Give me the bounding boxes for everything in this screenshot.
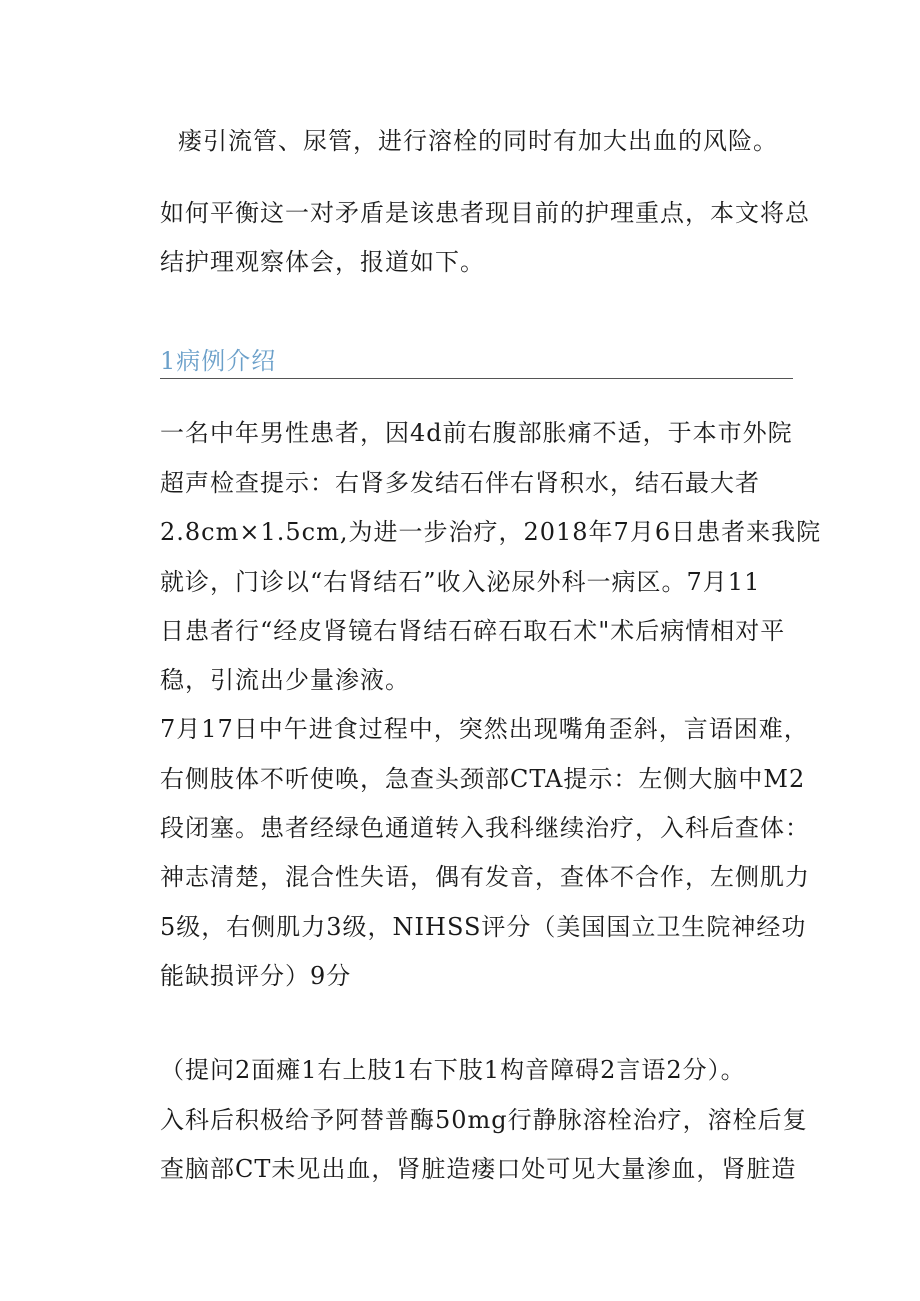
intro-line-2: 如何平衡这一对矛盾是该患者现目前的护理重点，本文将总 — [160, 199, 810, 227]
case-line-6: 稳，引流出少量渗液。 — [160, 666, 410, 694]
case-line-4: 就诊，门诊以“右肾结石”收入泌尿外科一病区。7月11 — [160, 568, 761, 596]
intro-line-1: 瘘引流管、尿管，进行溶栓的同时有加大出血的风险。 — [178, 127, 778, 155]
case-line-7: 7月17日中午进食过程中，突然出现嘴角歪斜，言语困难， — [160, 715, 809, 743]
case-line-10: 神志清楚，混合性失语，偶有发音，查体不合作，左侧肌力 — [160, 863, 810, 891]
case-line-3: 2.8cm×1.5cm,为进一步治疗，2018年7月6日患者来我院 — [160, 518, 822, 546]
case-line-2: 超声检查提示：右肾多发结石伴右肾积水，结石最大者 — [160, 469, 760, 497]
final-line-1: （提问2面瘫1右上肢1右下肢1构音障碍2言语2分）。 — [160, 1056, 746, 1084]
case-line-5: 日患者行“经皮肾镜右肾结石碎石取石术"术后病情相对平 — [160, 617, 786, 645]
case-line-9: 段闭塞。患者经绿色通道转入我科继续治疗，入科后查体： — [160, 814, 810, 842]
section-heading: 1病例介绍 — [160, 347, 277, 375]
case-line-12: 能缺损评分）9分 — [160, 962, 352, 990]
intro-line-3: 结护理观察体会，报道如下。 — [160, 248, 485, 276]
final-line-3: 查脑部CT未见出血，肾脏造瘘口处可见大量渗血，肾脏造 — [160, 1155, 797, 1183]
case-line-11: 5级，右侧肌力3级，NIHSS评分（美国国立卫生院神经功 — [160, 913, 807, 941]
case-line-1: 一名中年男性患者，因4d前右腹部胀痛不适，于本市外院 — [160, 419, 793, 447]
case-line-8: 右侧肢体不听使唤，急查头颈部CTA提示：左侧大脑中M2 — [160, 765, 806, 793]
heading-divider — [160, 378, 793, 379]
final-line-2: 入科后积极给予阿替普酶50mg行静脉溶栓治疗，溶栓后复 — [160, 1106, 808, 1134]
